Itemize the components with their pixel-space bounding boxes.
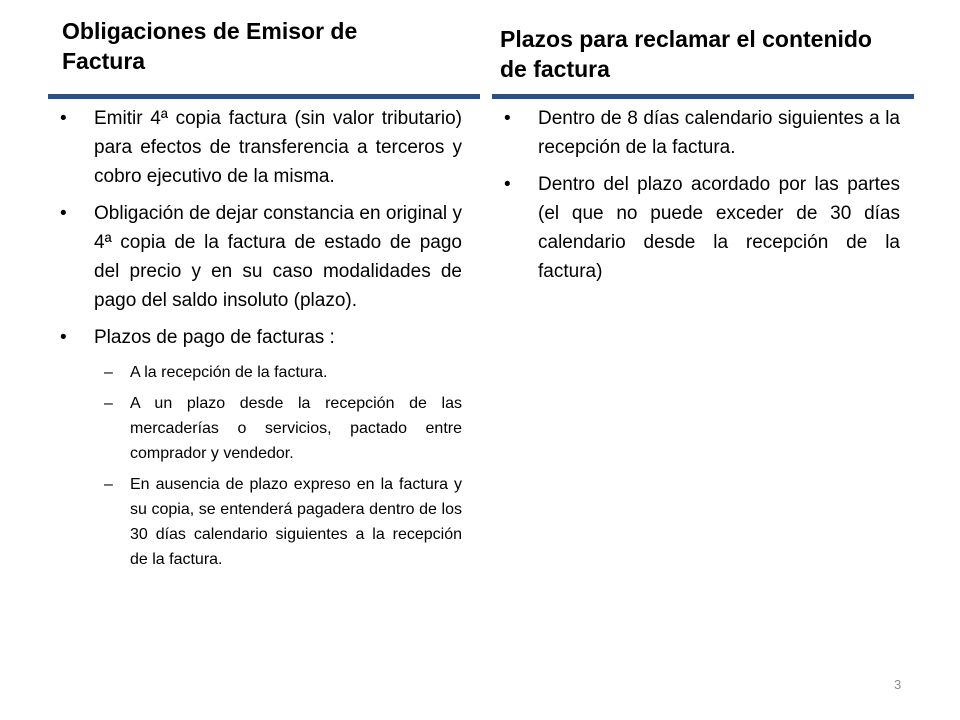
left-title-divider: [48, 94, 480, 99]
list-item: [496, 104, 900, 162]
bullet-marker: •: [504, 174, 511, 195]
dash-marker: –: [104, 364, 113, 381]
dash-marker: –: [104, 476, 113, 493]
sub-bullet-text: En ausencia de plazo expreso en la factura y su copia, se entenderá pagadera dentro de los 30 días calendario siguientes a la recepción de la factura.: [130, 476, 462, 568]
sub-list-item: [52, 360, 462, 385]
list-item: [496, 170, 900, 286]
bullet-marker: •: [60, 203, 67, 224]
sub-list-item: [52, 391, 462, 466]
list-item: [52, 323, 462, 352]
payment-terms-sublist: [52, 360, 462, 572]
right-bullet-list: [496, 104, 900, 286]
bullet-text: Dentro del plazo acordado por las partes (el que no puede exceder de 30 días calendario desde la recepción de la factura): [538, 174, 900, 282]
list-item: [52, 104, 462, 191]
bullet-text: Emitir 4ª copia factura (sin valor tributario) para efectos de transferencia a terceros y cobro ejecutivo de la misma.: [94, 108, 462, 187]
sub-list-item: [52, 472, 462, 572]
bullet-text: Dentro de 8 días calendario siguientes a la recepción de la factura.: [538, 108, 900, 158]
bullet-marker: •: [60, 108, 67, 129]
list-item: [52, 199, 462, 315]
sub-bullet-text: A la recepción de la factura.: [130, 364, 328, 381]
sub-bullet-text: A un plazo desde la recepción de las mercaderías o servicios, pactado entre comprador y vendedor.: [130, 395, 462, 462]
right-column-title: Plazos para reclamar el contenido de factura: [500, 26, 872, 82]
left-column-title: Obligaciones de Emisor de Factura: [62, 18, 358, 74]
page-number: 3: [894, 677, 902, 692]
bullet-text: Obligación de dejar constancia en original y 4ª copia de la factura de estado de pago del precio y en su caso modalidades de pago del saldo insoluto (plazo).: [94, 203, 462, 311]
left-column-body: [52, 104, 462, 578]
dash-marker: –: [104, 395, 113, 412]
bullet-text: Plazos de pago de facturas :: [94, 327, 335, 348]
bullet-marker: •: [504, 108, 511, 129]
right-title-divider: [492, 94, 914, 99]
bullet-marker: •: [60, 327, 67, 348]
right-column-body: [496, 104, 900, 294]
left-bullet-list: [52, 104, 462, 352]
